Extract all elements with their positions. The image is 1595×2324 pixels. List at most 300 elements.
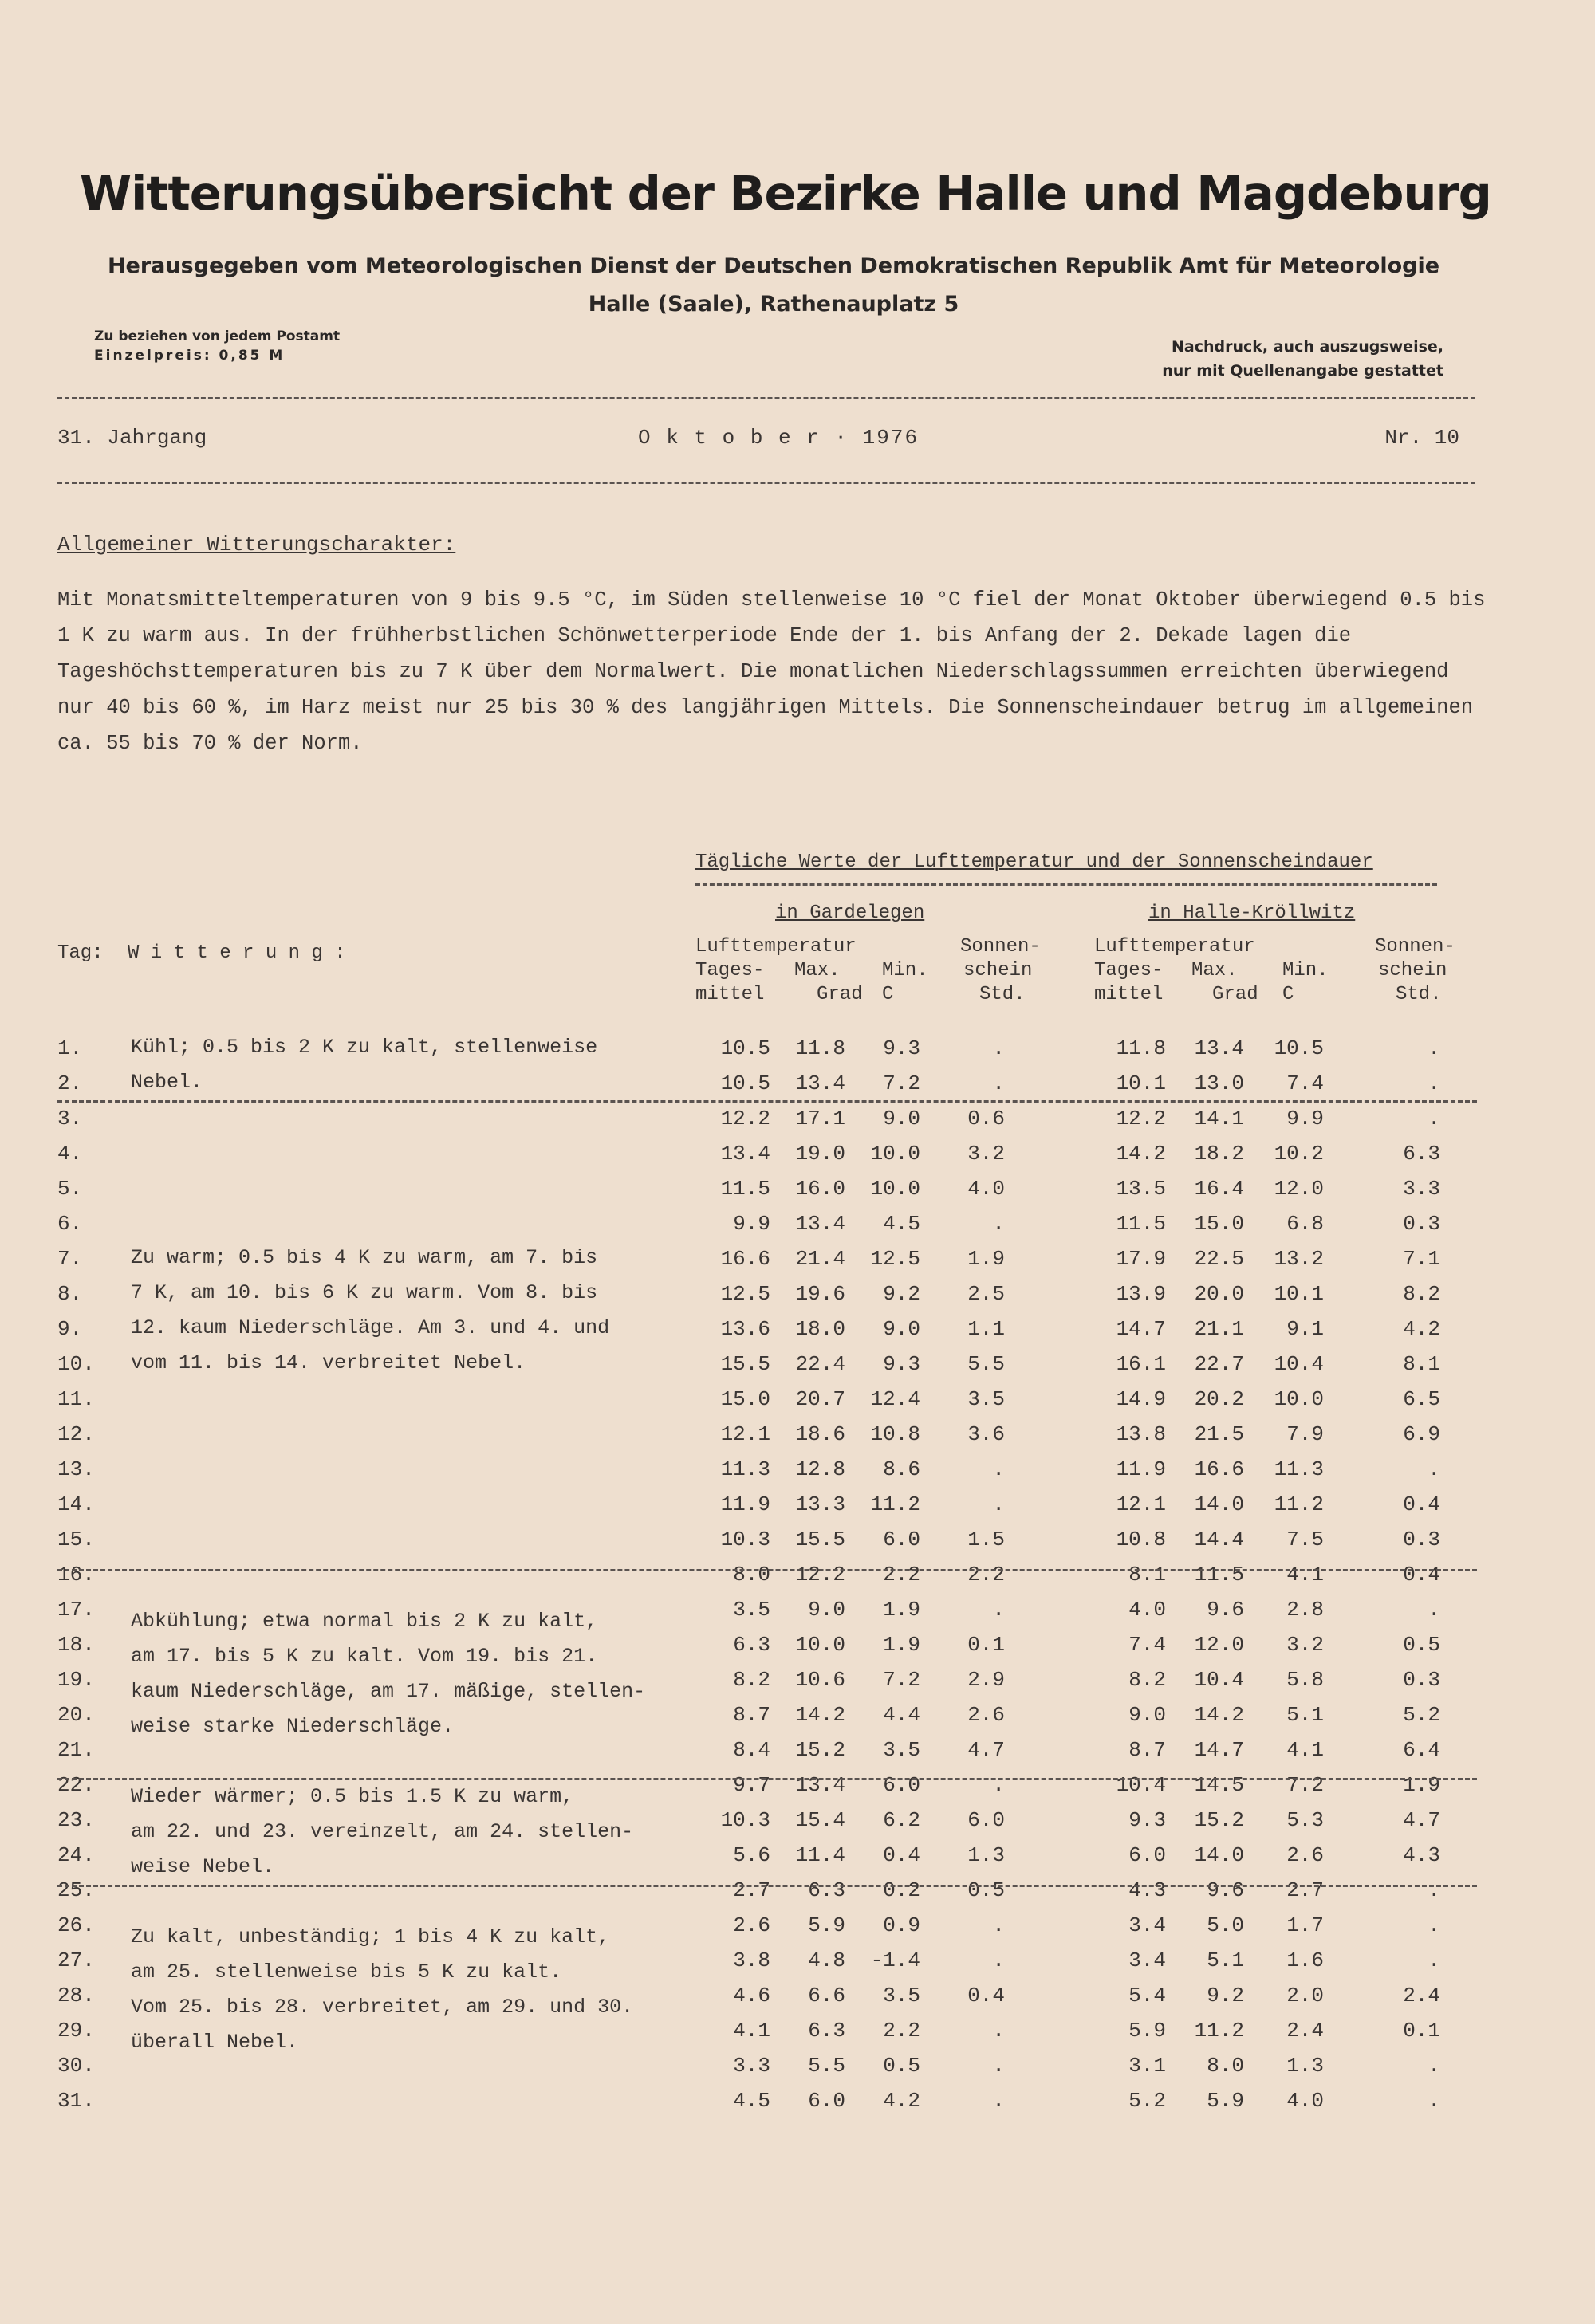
halle-value-cell: 7.5: [1286, 1528, 1324, 1551]
halle-value-cell: 7.4: [1286, 1072, 1324, 1095]
halle-value-cell: 14.1: [1194, 1107, 1244, 1131]
gardelegen-value-cell: .: [992, 1948, 1005, 1972]
day-cell: 18.: [57, 1633, 95, 1657]
halle-value-cell: 8.1: [1403, 1352, 1440, 1376]
gardelegen-value-cell: 4.2: [883, 2089, 920, 2113]
gardelegen-value-cell: 6.0: [967, 1808, 1005, 1832]
gardelegen-value-cell: 10.0: [795, 1633, 845, 1657]
halle-value-cell: 7.2: [1286, 1773, 1324, 1797]
halle-value-cell: 9.0: [1128, 1703, 1166, 1727]
gardelegen-value-cell: 6.3: [808, 1878, 845, 1902]
gardelegen-value-cell: 4.5: [883, 1212, 920, 1236]
halle-value-cell: 6.5: [1403, 1387, 1440, 1411]
halle-value-cell: 15.0: [1194, 1212, 1244, 1236]
gardelegen-value-cell: 5.5: [808, 2054, 845, 2078]
weather-note-period-4: [131, 1779, 633, 1885]
halle-value-cell: 8.0: [1207, 2054, 1244, 2078]
h-sun-1: Sonnen-: [1375, 936, 1455, 958]
note-line: weise Nebel.: [131, 1855, 275, 1878]
halle-value-cell: .: [1428, 1598, 1440, 1622]
halle-value-cell: 6.9: [1403, 1422, 1440, 1446]
gardelegen-value-cell: 9.2: [883, 1282, 920, 1306]
intro-text: Mit Monatsmitteltemperaturen von 9 bis 9.5 °C, im Süden stellenweise 10 °C fiel der Monat Oktober überwiegend 0.5 bis 1 K zu warm aus. In der frühherbstlichen Schönwetterperiode Ende der 1. bis Anfang der 2. Dekade lagen die Tageshöchsttemperaturen bis zu 7 K über dem Normalwert. Die monatlichen Niederschlagssummen erreichten überwiegend nur 40 bis 60 %, im Harz meist nur 25 bis 30 % des langjährigen Mittels. Die Sonnenscheindauer betrug im allgemeinen ca. 55 bis 70 % der Norm.: [57, 588, 1486, 755]
halle-value-cell: 4.1: [1286, 1563, 1324, 1587]
day-cell: 10.: [57, 1352, 95, 1376]
note-line: 12. kaum Niederschläge. Am 3. und 4. und: [131, 1316, 610, 1339]
halle-value-cell: 14.7: [1116, 1317, 1166, 1341]
gardelegen-value-cell: 3.5: [733, 1598, 770, 1622]
gardelegen-value-cell: 5.6: [733, 1843, 770, 1867]
note-line: kaum Niederschläge, am 17. mäßige, stellen-: [131, 1680, 646, 1703]
g-lufttemp-label: Lufttemperatur: [695, 936, 857, 958]
halle-value-cell: .: [1428, 1457, 1440, 1481]
gardelegen-value-cell: .: [992, 1212, 1005, 1236]
gardelegen-value-cell: 5.5: [967, 1352, 1005, 1376]
halle-value-cell: 16.4: [1194, 1177, 1244, 1201]
halle-value-cell: 10.1: [1274, 1282, 1324, 1306]
halle-value-cell: 1.3: [1286, 2054, 1324, 2078]
gardelegen-value-cell: 3.6: [967, 1422, 1005, 1446]
gardelegen-value-cell: 11.4: [795, 1843, 845, 1867]
halle-value-cell: 11.8: [1116, 1036, 1166, 1060]
halle-value-cell: 0.3: [1403, 1212, 1440, 1236]
halle-value-cell: 4.3: [1128, 1878, 1166, 1902]
halle-value-cell: 2.7: [1286, 1878, 1324, 1902]
table-row: [0, 2089, 1595, 2124]
day-cell: 20.: [57, 1703, 95, 1727]
gardelegen-value-cell: 13.3: [795, 1492, 845, 1516]
h-lufttemp-label: Lufttemperatur: [1094, 936, 1255, 958]
halle-value-cell: 5.8: [1286, 1668, 1324, 1692]
h-max-1: Max.: [1191, 960, 1238, 981]
gardelegen-value-cell: 9.3: [883, 1036, 920, 1060]
gardelegen-value-cell: 9.0: [883, 1107, 920, 1131]
note-line: Wieder wärmer; 0.5 bis 1.5 K zu warm,: [131, 1785, 574, 1808]
gardelegen-value-cell: 13.6: [720, 1317, 770, 1341]
gardelegen-value-cell: 15.2: [795, 1738, 845, 1762]
divider-issue: [57, 482, 1475, 484]
halle-value-cell: 0.4: [1403, 1492, 1440, 1516]
gardelegen-value-cell: 2.6: [733, 1913, 770, 1937]
halle-value-cell: 21.1: [1194, 1317, 1244, 1341]
halle-value-cell: 5.2: [1403, 1703, 1440, 1727]
gardelegen-value-cell: 6.0: [808, 2089, 845, 2113]
note-line: 7 K, am 10. bis 6 K zu warm. Vom 8. bis: [131, 1281, 598, 1304]
halle-value-cell: 21.5: [1194, 1422, 1244, 1446]
gardelegen-value-cell: 12.2: [720, 1107, 770, 1131]
day-cell: 9.: [57, 1317, 83, 1341]
reprint-note-2: nur mit Quellenangabe gestattet: [1162, 362, 1443, 379]
gardelegen-value-cell: 8.4: [733, 1738, 770, 1762]
note-line: überall Nebel.: [131, 2031, 299, 2054]
intro-title: Allgemeiner Witterungscharakter:: [57, 533, 456, 556]
halle-value-cell: 13.9: [1116, 1282, 1166, 1306]
gardelegen-value-cell: 8.7: [733, 1703, 770, 1727]
gardelegen-value-cell: 0.6: [967, 1107, 1005, 1131]
gardelegen-value-cell: 8.2: [733, 1668, 770, 1692]
halle-value-cell: 4.3: [1403, 1843, 1440, 1867]
halle-value-cell: 5.1: [1286, 1703, 1324, 1727]
day-cell: 17.: [57, 1598, 95, 1622]
gardelegen-value-cell: .: [992, 1913, 1005, 1937]
gardelegen-value-cell: 12.8: [795, 1457, 845, 1481]
halle-value-cell: 10.8: [1116, 1528, 1166, 1551]
gardelegen-value-cell: 6.0: [883, 1773, 920, 1797]
halle-value-cell: 22.5: [1194, 1247, 1244, 1271]
gardelegen-value-cell: 0.1: [967, 1633, 1005, 1657]
halle-value-cell: 1.7: [1286, 1913, 1324, 1937]
halle-value-cell: 2.8: [1286, 1598, 1324, 1622]
gardelegen-value-cell: 12.5: [870, 1247, 920, 1271]
divider-top: [57, 397, 1475, 399]
day-cell: 15.: [57, 1528, 95, 1551]
gardelegen-value-cell: 13.4: [795, 1773, 845, 1797]
h-sun-3: Std.: [1396, 984, 1442, 1005]
gardelegen-value-cell: 18.6: [795, 1422, 845, 1446]
halle-value-cell: 13.2: [1274, 1247, 1324, 1271]
note-line: weise starke Niederschläge.: [131, 1715, 455, 1738]
gardelegen-value-cell: 19.0: [795, 1142, 845, 1166]
gardelegen-value-cell: 4.7: [967, 1738, 1005, 1762]
h-tagesmittel-2: mittel: [1094, 984, 1164, 1005]
day-cell: 29.: [57, 2019, 95, 2043]
halle-value-cell: 17.9: [1116, 1247, 1166, 1271]
day-cell: 16.: [57, 1563, 95, 1587]
gardelegen-value-cell: 3.5: [883, 1738, 920, 1762]
gardelegen-value-cell: 9.3: [883, 1352, 920, 1376]
halle-value-cell: .: [1428, 2089, 1440, 2113]
gardelegen-value-cell: 2.9: [967, 1668, 1005, 1692]
halle-value-cell: 6.3: [1403, 1142, 1440, 1166]
halle-value-cell: 3.2: [1286, 1633, 1324, 1657]
halle-value-cell: 5.9: [1207, 2089, 1244, 2113]
gardelegen-value-cell: 11.3: [720, 1457, 770, 1481]
halle-value-cell: 7.1: [1403, 1247, 1440, 1271]
g-min-1: Min.: [882, 960, 928, 981]
gardelegen-value-cell: 10.5: [720, 1036, 770, 1060]
halle-value-cell: 5.2: [1128, 2089, 1166, 2113]
h-min-1: Min.: [1282, 960, 1329, 981]
day-cell: 28.: [57, 1984, 95, 2007]
h-sun-2: schein: [1378, 960, 1447, 981]
day-cell: 31.: [57, 2089, 95, 2113]
halle-value-cell: 5.3: [1286, 1808, 1324, 1832]
g-tagesmittel-2: mittel: [695, 984, 765, 1005]
reprint-note-1: Nachdruck, auch auszugsweise,: [1171, 338, 1443, 356]
halle-value-cell: 8.7: [1128, 1738, 1166, 1762]
gardelegen-value-cell: 8.0: [733, 1563, 770, 1587]
note-line: Zu kalt, unbeständig; 1 bis 4 K zu kalt,: [131, 1925, 610, 1948]
gardelegen-value-cell: 0.2: [883, 1878, 920, 1902]
subscription-note: Zu beziehen von jedem Postamt: [94, 328, 341, 344]
halle-value-cell: 12.0: [1194, 1633, 1244, 1657]
halle-value-cell: 10.5: [1274, 1036, 1324, 1060]
weather-note-period-5: [131, 1920, 633, 2060]
gardelegen-value-cell: 4.6: [733, 1984, 770, 2007]
gardelegen-value-cell: 10.3: [720, 1808, 770, 1832]
halle-value-cell: 16.6: [1194, 1457, 1244, 1481]
halle-value-cell: 20.2: [1194, 1387, 1244, 1411]
table-caption: Tägliche Werte der Lufttemperatur und der Sonnenscheindauer: [695, 851, 1373, 873]
halle-value-cell: 10.0: [1274, 1387, 1324, 1411]
gardelegen-value-cell: 4.5: [733, 2089, 770, 2113]
gardelegen-value-cell: 11.8: [795, 1036, 845, 1060]
halle-value-cell: 11.5: [1194, 1563, 1244, 1587]
halle-value-cell: 11.9: [1116, 1457, 1166, 1481]
volume-label: 31. Jahrgang: [57, 426, 207, 450]
gardelegen-value-cell: 11.5: [720, 1177, 770, 1201]
table-row: [0, 1142, 1595, 1177]
weather-note-period-1: [131, 1030, 597, 1100]
halle-value-cell: 5.9: [1128, 2019, 1166, 2043]
day-cell: 19.: [57, 1668, 95, 1692]
gardelegen-value-cell: 6.3: [733, 1633, 770, 1657]
column-weather: W i t t e r u n g :: [128, 942, 346, 964]
halle-value-cell: 4.0: [1128, 1598, 1166, 1622]
gardelegen-value-cell: 22.4: [795, 1352, 845, 1376]
halle-value-cell: 14.2: [1194, 1703, 1244, 1727]
gardelegen-value-cell: 1.3: [967, 1843, 1005, 1867]
gardelegen-value-cell: 12.5: [720, 1282, 770, 1306]
gardelegen-value-cell: 3.8: [733, 1948, 770, 1972]
halle-value-cell: 9.3: [1128, 1808, 1166, 1832]
day-cell: 27.: [57, 1948, 95, 1972]
halle-value-cell: 1.6: [1286, 1948, 1324, 1972]
gardelegen-value-cell: 1.9: [883, 1633, 920, 1657]
separator-after-day-24: [57, 1885, 1477, 1887]
halle-value-cell: 7.4: [1128, 1633, 1166, 1657]
halle-value-cell: .: [1428, 1072, 1440, 1095]
gardelegen-value-cell: 3.5: [883, 1984, 920, 2007]
g-min-2: C: [882, 984, 894, 1005]
gardelegen-value-cell: 2.7: [733, 1878, 770, 1902]
halle-value-cell: 22.7: [1194, 1352, 1244, 1376]
gardelegen-value-cell: 9.0: [808, 1598, 845, 1622]
halle-value-cell: 14.9: [1116, 1387, 1166, 1411]
column-day: Tag:: [57, 942, 104, 964]
gardelegen-value-cell: 0.5: [883, 2054, 920, 2078]
gardelegen-value-cell: 2.2: [967, 1563, 1005, 1587]
day-cell: 21.: [57, 1738, 95, 1762]
note-line: Abkühlung; etwa normal bis 2 K zu kalt,: [131, 1610, 598, 1633]
gardelegen-value-cell: 7.2: [883, 1072, 920, 1095]
gardelegen-value-cell: 10.5: [720, 1072, 770, 1095]
table-row: [0, 1563, 1595, 1598]
day-cell: 26.: [57, 1913, 95, 1937]
gardelegen-value-cell: .: [992, 1072, 1005, 1095]
gardelegen-value-cell: .: [992, 2054, 1005, 2078]
gardelegen-value-cell: 4.4: [883, 1703, 920, 1727]
gardelegen-value-cell: 15.0: [720, 1387, 770, 1411]
gardelegen-value-cell: 9.7: [733, 1773, 770, 1797]
halle-value-cell: 13.5: [1116, 1177, 1166, 1201]
halle-value-cell: 12.1: [1116, 1492, 1166, 1516]
gardelegen-value-cell: 16.0: [795, 1177, 845, 1201]
gardelegen-value-cell: 6.3: [808, 2019, 845, 2043]
note-line: Nebel.: [131, 1071, 203, 1094]
gardelegen-value-cell: 12.1: [720, 1422, 770, 1446]
halle-value-cell: 0.5: [1403, 1633, 1440, 1657]
gardelegen-value-cell: 3.3: [733, 2054, 770, 2078]
halle-value-cell: 14.0: [1194, 1843, 1244, 1867]
day-cell: 14.: [57, 1492, 95, 1516]
g-sun-2: schein: [963, 960, 1033, 981]
halle-value-cell: 3.3: [1403, 1177, 1440, 1201]
day-cell: 24.: [57, 1843, 95, 1867]
day-cell: 23.: [57, 1808, 95, 1832]
halle-value-cell: 0.4: [1403, 1563, 1440, 1587]
gardelegen-value-cell: 15.5: [720, 1352, 770, 1376]
halle-value-cell: 2.4: [1286, 2019, 1324, 2043]
day-cell: 25.: [57, 1878, 95, 1902]
weather-note-period-3: [131, 1604, 645, 1744]
halle-value-cell: 13.0: [1194, 1072, 1244, 1095]
gardelegen-value-cell: 6.6: [808, 1984, 845, 2007]
note-line: Vom 25. bis 28. verbreitet, am 29. und 30.: [131, 1996, 634, 2019]
gardelegen-value-cell: -1.4: [870, 1948, 920, 1972]
halle-value-cell: 10.4: [1194, 1668, 1244, 1692]
halle-value-cell: 9.1: [1286, 1317, 1324, 1341]
day-cell: 7.: [57, 1247, 83, 1271]
halle-value-cell: 2.6: [1286, 1843, 1324, 1867]
halle-value-cell: .: [1428, 1107, 1440, 1131]
table-row: [0, 1177, 1595, 1212]
gardelegen-value-cell: 0.4: [883, 1843, 920, 1867]
gardelegen-value-cell: 10.0: [870, 1142, 920, 1166]
table-row: [0, 1457, 1595, 1492]
address-line: Halle (Saale), Rathenauplatz 5: [588, 292, 959, 317]
gardelegen-value-cell: .: [992, 2019, 1005, 2043]
halle-value-cell: .: [1428, 2054, 1440, 2078]
gardelegen-value-cell: 14.2: [795, 1703, 845, 1727]
halle-value-cell: 3.1: [1128, 2054, 1166, 2078]
gardelegen-value-cell: 4.1: [733, 2019, 770, 2043]
halle-value-cell: .: [1428, 1036, 1440, 1060]
separator-after-day-2: [57, 1100, 1477, 1103]
halle-value-cell: 5.1: [1207, 1948, 1244, 1972]
gardelegen-value-cell: .: [992, 2089, 1005, 2113]
gardelegen-value-cell: 12.2: [795, 1563, 845, 1587]
g-max-2: Grad: [817, 984, 863, 1005]
halle-value-cell: 11.5: [1116, 1212, 1166, 1236]
gardelegen-value-cell: 1.9: [883, 1598, 920, 1622]
halle-value-cell: 15.2: [1194, 1808, 1244, 1832]
halle-value-cell: 12.2: [1116, 1107, 1166, 1131]
day-cell: 12.: [57, 1422, 95, 1446]
halle-value-cell: 14.0: [1194, 1492, 1244, 1516]
halle-value-cell: 18.2: [1194, 1142, 1244, 1166]
halle-value-cell: 7.9: [1286, 1422, 1324, 1446]
halle-value-cell: 9.6: [1207, 1878, 1244, 1902]
gardelegen-value-cell: 5.9: [808, 1913, 845, 1937]
halle-value-cell: 9.2: [1207, 1984, 1244, 2007]
halle-value-cell: 14.2: [1116, 1142, 1166, 1166]
halle-value-cell: 1.9: [1403, 1773, 1440, 1797]
halle-value-cell: 6.0: [1128, 1843, 1166, 1867]
halle-value-cell: 8.2: [1403, 1282, 1440, 1306]
day-cell: 4.: [57, 1142, 83, 1166]
halle-value-cell: 4.2: [1403, 1317, 1440, 1341]
halle-value-cell: 5.4: [1128, 1984, 1166, 2007]
halle-value-cell: .: [1428, 1878, 1440, 1902]
gardelegen-value-cell: 3.2: [967, 1142, 1005, 1166]
halle-value-cell: 0.3: [1403, 1528, 1440, 1551]
gardelegen-value-cell: .: [992, 1492, 1005, 1516]
gardelegen-value-cell: 2.2: [883, 2019, 920, 2043]
halle-value-cell: 14.7: [1194, 1738, 1244, 1762]
g-max-1: Max.: [794, 960, 841, 981]
gardelegen-value-cell: 9.0: [883, 1317, 920, 1341]
gardelegen-value-cell: 8.6: [883, 1457, 920, 1481]
halle-value-cell: 6.8: [1286, 1212, 1324, 1236]
table-row: [0, 1528, 1595, 1563]
document-title: Witterungsübersicht der Bezirke Halle und Magdeburg: [80, 166, 1491, 221]
day-cell: 1.: [57, 1036, 83, 1060]
note-line: vom 11. bis 14. verbreitet Nebel.: [131, 1351, 526, 1374]
halle-value-cell: 6.4: [1403, 1738, 1440, 1762]
day-cell: 11.: [57, 1387, 95, 1411]
gardelegen-value-cell: 13.4: [720, 1142, 770, 1166]
weather-note-period-2: [131, 1241, 609, 1381]
gardelegen-value-cell: .: [992, 1773, 1005, 1797]
gardelegen-value-cell: 3.5: [967, 1387, 1005, 1411]
note-line: am 22. und 23. vereinzelt, am 24. stellen-: [131, 1820, 634, 1843]
gardelegen-value-cell: 2.2: [883, 1563, 920, 1587]
halle-value-cell: 16.1: [1116, 1352, 1166, 1376]
halle-value-cell: 0.1: [1403, 2019, 1440, 2043]
day-cell: 8.: [57, 1282, 83, 1306]
gardelegen-value-cell: 1.9: [967, 1247, 1005, 1271]
gardelegen-value-cell: 10.3: [720, 1528, 770, 1551]
halle-value-cell: 11.3: [1274, 1457, 1324, 1481]
halle-value-cell: 2.0: [1286, 1984, 1324, 2007]
gardelegen-value-cell: 11.9: [720, 1492, 770, 1516]
gardelegen-value-cell: 4.0: [967, 1177, 1005, 1201]
gardelegen-value-cell: 10.8: [870, 1422, 920, 1446]
note-line: am 17. bis 5 K zu kalt. Vom 19. bis 21.: [131, 1645, 598, 1668]
halle-value-cell: 10.4: [1116, 1773, 1166, 1797]
gardelegen-value-cell: 7.2: [883, 1668, 920, 1692]
halle-value-cell: 12.0: [1274, 1177, 1324, 1201]
g-tagesmittel-1: Tages-: [695, 960, 765, 981]
gardelegen-value-cell: 11.2: [870, 1492, 920, 1516]
caption-underline: [695, 883, 1437, 886]
halle-value-cell: 9.9: [1286, 1107, 1324, 1131]
gardelegen-value-cell: 15.4: [795, 1808, 845, 1832]
day-cell: 30.: [57, 2054, 95, 2078]
halle-value-cell: 4.7: [1403, 1808, 1440, 1832]
day-cell: 22.: [57, 1773, 95, 1797]
gardelegen-value-cell: 2.5: [967, 1282, 1005, 1306]
halle-value-cell: 3.4: [1128, 1913, 1166, 1937]
table-row: [0, 1107, 1595, 1142]
gardelegen-value-cell: 15.5: [795, 1528, 845, 1551]
g-sun-1: Sonnen-: [960, 936, 1041, 958]
halle-value-cell: 4.0: [1286, 2089, 1324, 2113]
h-max-2: Grad: [1212, 984, 1258, 1005]
gardelegen-value-cell: 18.0: [795, 1317, 845, 1341]
gardelegen-value-cell: 21.4: [795, 1247, 845, 1271]
gardelegen-value-cell: 9.9: [733, 1212, 770, 1236]
halle-value-cell: 3.4: [1128, 1948, 1166, 1972]
gardelegen-value-cell: 10.0: [870, 1177, 920, 1201]
day-cell: 2.: [57, 1072, 83, 1095]
gardelegen-value-cell: .: [992, 1598, 1005, 1622]
gardelegen-value-cell: 0.4: [967, 1984, 1005, 2007]
table-row: [0, 1387, 1595, 1422]
halle-value-cell: 11.2: [1194, 2019, 1244, 2043]
day-cell: 5.: [57, 1177, 83, 1201]
